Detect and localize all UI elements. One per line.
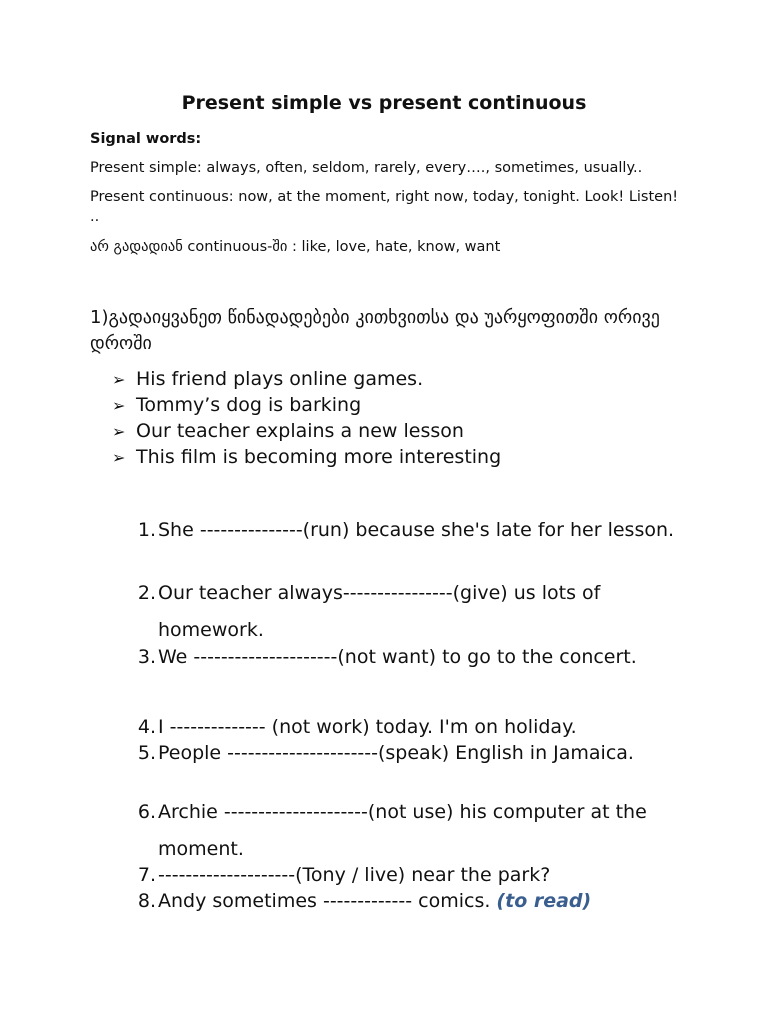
exercise-text: People ----------------------(speak) English in Jamaica. — [158, 742, 634, 764]
exercise-text: Archie ---------------------(not use) his computer at the moment. — [158, 801, 647, 860]
exercise-item — [130, 512, 690, 549]
exercise-number: 6. — [137, 801, 156, 823]
exercise-text: I -------------- (not work) today. I'm on holiday. — [158, 716, 577, 738]
present-simple-signal-words: Present simple: always, often, seldom, rarely, every…., sometimes, usually.. — [90, 160, 643, 176]
exercise-item — [130, 888, 690, 914]
exercise-text — [158, 888, 690, 914]
bullet-text: His friend plays online games. — [136, 368, 424, 390]
exercise-item — [130, 575, 690, 649]
bullet-item — [112, 392, 501, 418]
exercise-sentence: Andy sometimes ------------- comics. — [158, 890, 497, 912]
bullet-item — [112, 418, 501, 444]
exercise-text: She ---------------(run) because she's late for her lesson. — [158, 519, 675, 541]
stative-verbs-note: არ გადადიან continuous-ში : like, love, hate, know, want — [90, 239, 501, 255]
exercise-number: 8. — [137, 890, 156, 912]
exercise-item — [130, 794, 690, 868]
arrow-bullet-icon: ➢ — [112, 370, 126, 389]
exercise-item — [130, 740, 690, 766]
exercise-text: Our teacher always----------------(give) us lots of homework. — [158, 582, 601, 641]
bullet-item — [112, 444, 501, 470]
signal-words-heading: Signal words: — [90, 131, 202, 147]
exercise-number: 3. — [137, 646, 156, 668]
exercise-number: 7. — [137, 864, 156, 886]
bullet-text: This film is becoming more interesting — [136, 446, 502, 468]
exercise-item — [130, 862, 690, 888]
bullet-text: Our teacher explains a new lesson — [136, 420, 464, 442]
exercise-item — [130, 644, 690, 670]
exercise-number: 1. — [137, 519, 156, 541]
arrow-bullet-icon: ➢ — [112, 448, 126, 467]
verb-hint: (to read) — [496, 890, 592, 912]
exercise-item — [130, 714, 690, 740]
bullet-text: Tommy’s dog is barking — [136, 394, 362, 416]
arrow-bullet-icon: ➢ — [112, 422, 126, 441]
present-continuous-signal-words: Present continuous: now, at the moment, right now, today, tonight. Look! Listen! .. — [90, 189, 679, 225]
exercise-text: We ---------------------(not want) to go to the concert. — [158, 646, 637, 668]
task-1-instruction: 1)გადაიყვანეთ წინადადებები კითხვითსა და უარყოფითში ორივე დროში — [90, 307, 660, 354]
page-title: Present simple vs present continuous — [181, 92, 587, 114]
exercise-number: 2. — [137, 582, 156, 604]
bullet-item — [112, 366, 501, 392]
exercise-number: 4. — [137, 716, 156, 738]
arrow-bullet-icon: ➢ — [112, 396, 126, 415]
bullet-list — [112, 366, 501, 470]
exercise-number: 5. — [137, 742, 156, 764]
exercise-text: --------------------(Tony / live) near the park? — [158, 864, 551, 886]
